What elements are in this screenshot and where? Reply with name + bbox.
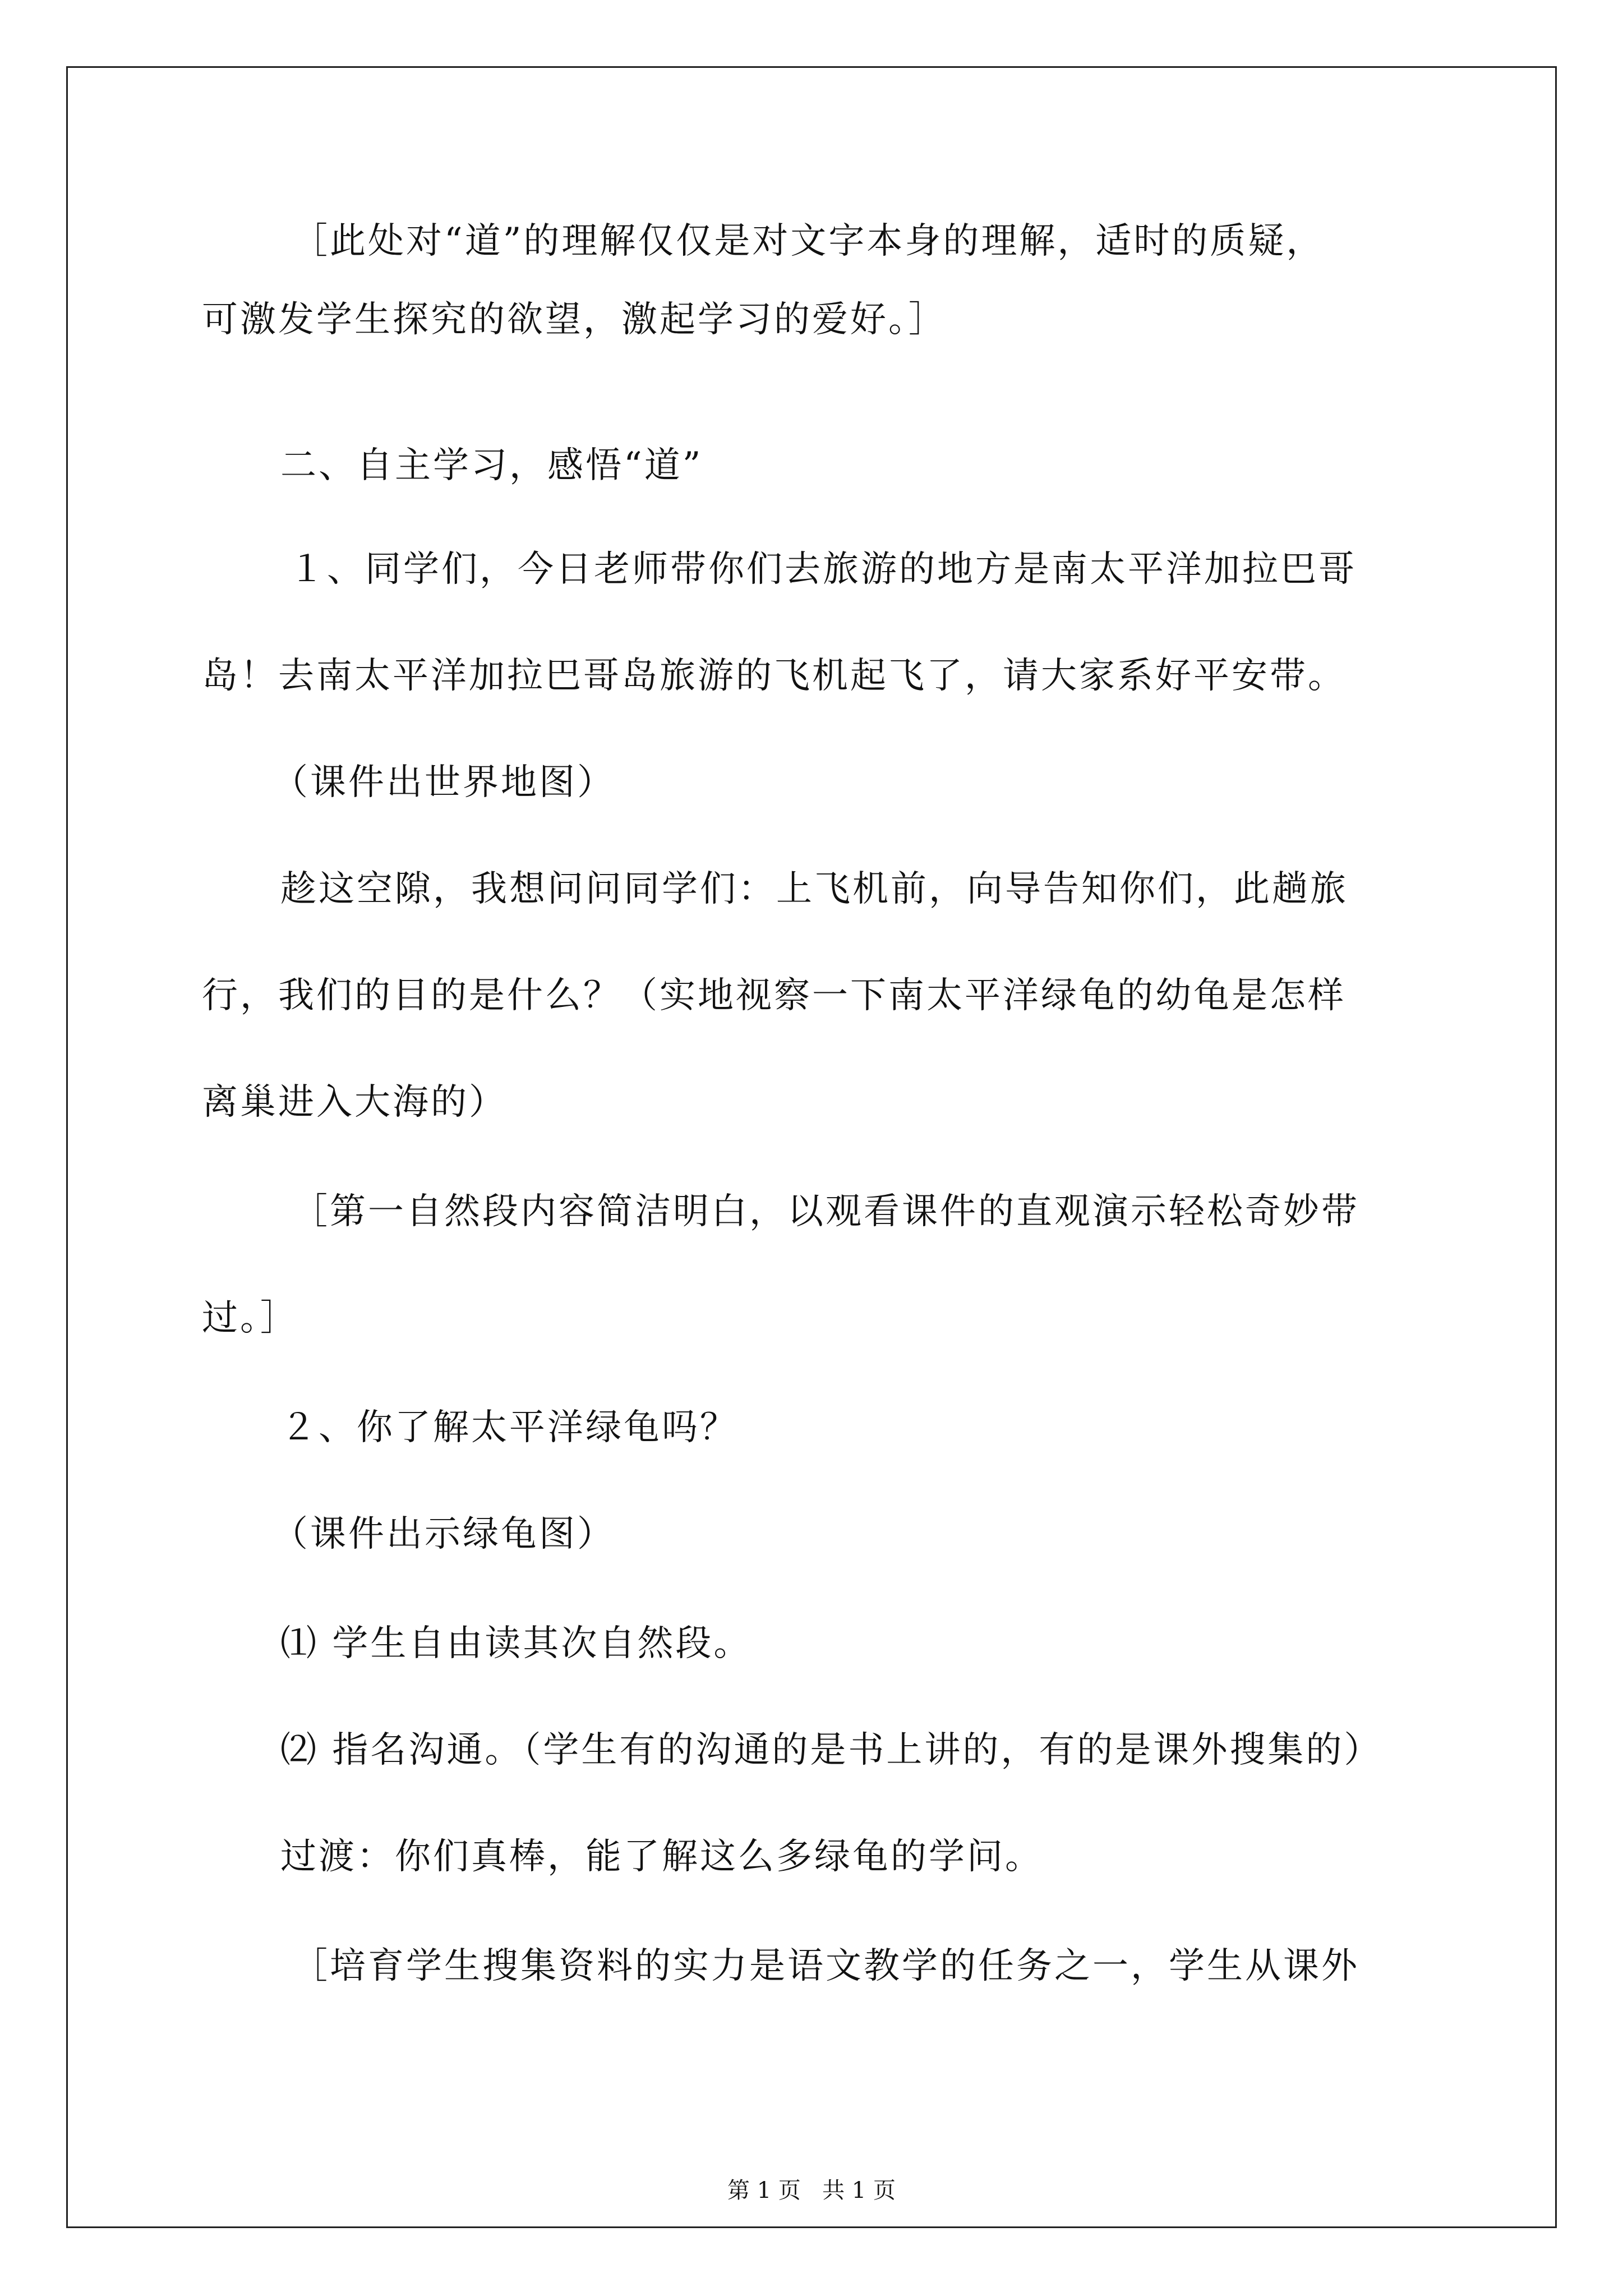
text-line: ［培育学生搜集资料的实力是语文教学的任务之一，学生从课外 xyxy=(292,1945,1359,1987)
text-line: （课件出示绿龟图） xyxy=(272,1513,615,1555)
page-number-label: 第 1 页 共 1 页 xyxy=(727,2178,896,2203)
page-border xyxy=(66,66,1557,2228)
text-line: 岛！去南太平洋加拉巴哥岛旅游的飞机起飞了，请大家系好平安带。 xyxy=(202,655,1346,697)
page-footer xyxy=(0,2177,1623,2205)
text-line: 二、自主学习，感悟“道” xyxy=(280,445,703,486)
text-line: 可激发学生探究的欲望，激起学习的爱好。］ xyxy=(202,299,947,341)
text-line: 过。］ xyxy=(202,1297,298,1339)
text-line: （课件出世界地图） xyxy=(272,762,615,803)
text-line: 趁这空隙，我想问问同学们：上飞机前，向导告知你们，此趟旅 xyxy=(280,868,1348,910)
text-line: ⑴ 学生自由读其次自然段。 xyxy=(280,1623,752,1664)
text-line: ⑵ 指名沟通。（学生有的沟通的是书上讲的，有的是课外搜集的） xyxy=(280,1729,1382,1771)
text-line: ２、你了解太平洋绿龟吗？ xyxy=(280,1407,738,1448)
text-line: １、同学们，今日老师带你们去旅游的地方是南太平洋加拉巴哥 xyxy=(289,549,1357,590)
text-line: ［第一自然段内容简洁明白，以观看课件的直观演示轻松奇妙带 xyxy=(292,1191,1359,1232)
text-line: ［此处对“道”的理解仅仅是对文字本身的理解，适时的质疑， xyxy=(292,220,1325,262)
text-line: 离巢进入大海的） xyxy=(202,1082,507,1123)
text-line: 过渡：你们真棒，能了解这么多绿龟的学问。 xyxy=(280,1836,1043,1878)
text-line: 行，我们的目的是什么？（实地视察一下南太平洋绿龟的幼龟是怎样 xyxy=(202,975,1346,1016)
